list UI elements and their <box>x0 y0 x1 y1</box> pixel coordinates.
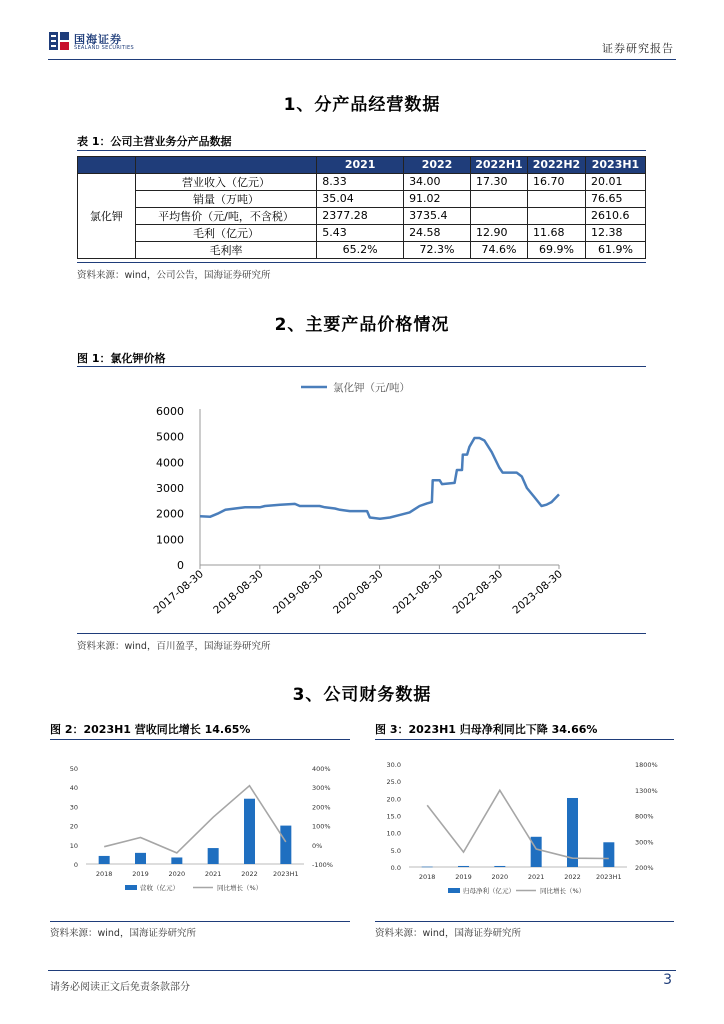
y-tick-label: 5.0 <box>390 846 401 855</box>
caption-underline <box>375 739 674 740</box>
x-tick-label: 2021 <box>527 873 545 881</box>
y-tick-label: 0.0 <box>390 864 401 872</box>
y2-tick-label: -100% <box>312 861 333 869</box>
section-title-2: 2、主要产品价格情况 <box>274 315 450 335</box>
table-bottom-rule <box>77 262 646 263</box>
figure1-source-note: 资料来源：wind，百川盈孚，国海证券研究所 <box>77 641 271 652</box>
x-tick-label: 2022 <box>564 873 581 881</box>
table-header-col: 2022H1 <box>470 157 527 174</box>
y2-tick-label: 100% <box>312 822 331 831</box>
x-tick-label: 2020 <box>168 870 186 878</box>
table-cell <box>470 190 527 207</box>
table-cell: 72.3% <box>404 241 471 258</box>
table-cell: 12.90 <box>470 224 527 241</box>
table-cell: 61.9% <box>585 241 645 258</box>
revenue-bar <box>280 826 291 864</box>
revenue-bar <box>458 866 469 867</box>
x-tick-label: 2021 <box>204 870 222 878</box>
revenue-bar <box>603 842 614 867</box>
table-cell: 76.65 <box>585 190 645 207</box>
x-tick-label: 2019 <box>455 873 472 881</box>
table-source-note: 资料来源：wind，公司公告，国海证券研究所 <box>77 270 271 281</box>
figure3-bottom-rule <box>375 921 674 922</box>
table-row <box>78 241 646 258</box>
x-tick-label: 2018 <box>95 870 113 878</box>
table-cell: 91.02 <box>404 190 471 207</box>
x-tick-label: 2017-08-30 <box>151 568 206 617</box>
table-header-col: 2022H2 <box>527 157 585 174</box>
table-cell: 2377.28 <box>317 207 404 224</box>
figure2-bottom-rule <box>50 921 350 922</box>
potassium-chloride-price-chart <box>77 367 646 633</box>
product-name-cell: 氯化钾 <box>78 173 136 258</box>
table-cell: 35.04 <box>317 190 404 207</box>
x-tick-label: 2020-08-30 <box>331 568 386 617</box>
revenue-bar <box>135 853 146 864</box>
revenue-bar <box>244 799 255 864</box>
y2-tick-label: 1800% <box>635 761 658 769</box>
table-row <box>78 190 646 207</box>
y-tick-label: 6000 <box>156 405 184 418</box>
y2-tick-label: 1300% <box>635 786 658 795</box>
x-tick-label: 2022 <box>241 870 258 878</box>
table-cell <box>527 190 585 207</box>
table-row <box>78 173 646 190</box>
table-cell: 8.33 <box>317 173 404 190</box>
y2-tick-label: 300% <box>312 784 331 793</box>
legend-label: 氯化钾（元/吨） <box>333 382 411 394</box>
table-cell: 69.9% <box>527 241 585 258</box>
legend-label: 同比增长（%） <box>217 884 263 892</box>
y-tick-label: 25.0 <box>386 778 401 787</box>
report-type-label: 证券研究报告 <box>602 42 674 55</box>
footer-disclaimer: 请务必阅读正文后免责条款部分 <box>50 982 190 993</box>
row-label: 毛利（亿元） <box>135 224 316 241</box>
revenue-bar <box>494 866 505 867</box>
y-tick-label: 0 <box>73 861 78 869</box>
y-tick-label: 0 <box>177 559 184 572</box>
y2-tick-label: 200% <box>312 803 331 812</box>
y-tick-label: 40 <box>69 784 78 793</box>
figure2-source-note: 资料来源：wind，国海证券研究所 <box>50 928 196 939</box>
y-tick-label: 4000 <box>156 456 184 470</box>
caption-underline <box>77 150 646 151</box>
y2-tick-label: 300% <box>635 838 654 847</box>
table-cell: 3735.4 <box>404 207 471 224</box>
x-tick-label: 2023H1 <box>273 870 299 878</box>
y-tick-label: 20.0 <box>386 795 401 804</box>
sealand-logo-icon <box>48 30 70 52</box>
caption-underline <box>50 739 350 740</box>
table-cell: 2610.6 <box>585 207 645 224</box>
price-series-line <box>200 438 559 519</box>
table-header-col: 2021 <box>317 157 404 174</box>
y2-tick-label: 800% <box>635 812 654 821</box>
table-cell: 65.2% <box>317 241 404 258</box>
table-header-empty <box>78 157 136 174</box>
y-tick-label: 2000 <box>156 507 184 521</box>
table-header-col: 2023H1 <box>585 157 645 174</box>
footer-rule <box>48 970 676 971</box>
growth-series-line <box>104 786 286 853</box>
y-tick-label: 10 <box>69 841 78 850</box>
table-cell: 11.68 <box>527 224 585 241</box>
x-tick-label: 2022-08-30 <box>450 568 506 617</box>
y-tick-label: 5000 <box>156 430 184 444</box>
x-tick-label: 2023H1 <box>596 873 622 881</box>
table-cell: 17.30 <box>470 173 527 190</box>
x-tick-label: 2018 <box>418 873 436 881</box>
page-header <box>48 28 676 60</box>
y2-tick-label: 200% <box>635 864 654 872</box>
table-cell: 12.38 <box>585 224 645 241</box>
table-header-empty <box>135 157 316 174</box>
logo-chinese-name: 国海证券 <box>74 33 122 46</box>
y-tick-label: 3000 <box>156 482 184 495</box>
section-title-1: 1、分产品经营数据 <box>283 95 441 115</box>
table-cell <box>470 207 527 224</box>
revenue-bar <box>422 867 433 868</box>
revenue-bar <box>171 857 182 864</box>
legend-label: 归母净利（亿元） <box>463 887 515 895</box>
y-tick-label: 30 <box>69 803 78 812</box>
table-header-row <box>78 157 646 174</box>
table-header-col: 2022 <box>404 157 471 174</box>
growth-series-line <box>427 790 609 858</box>
y2-tick-label: 400% <box>312 765 331 773</box>
section-title-3: 3、公司财务数据 <box>292 685 432 705</box>
revenue-growth-chart <box>50 752 350 902</box>
table-row <box>78 224 646 241</box>
figure3-source-note: 资料来源：wind，国海证券研究所 <box>375 928 521 939</box>
y2-tick-label: 0% <box>312 841 323 850</box>
y-tick-label: 10.0 <box>386 829 401 838</box>
table-cell: 5.43 <box>317 224 404 241</box>
row-label: 营业收入（亿元） <box>135 173 316 190</box>
legend-label: 营收（亿元） <box>140 884 179 892</box>
y-tick-label: 15.0 <box>386 812 401 821</box>
page-number: 3 <box>663 972 672 988</box>
row-label: 平均售价（元/吨，不含税） <box>135 207 316 224</box>
figure3-caption: 图 3：2023H1 归母净利同比下降 34.66% <box>375 723 598 736</box>
x-tick-label: 2019 <box>132 870 149 878</box>
table-cell <box>527 207 585 224</box>
y-tick-label: 50 <box>69 765 78 773</box>
legend-swatch-bar <box>448 888 460 893</box>
figure2-caption: 图 2：2023H1 营收同比增长 14.65% <box>50 723 251 736</box>
row-label: 毛利率 <box>135 241 316 258</box>
table-caption: 表 1：公司主营业务分产品数据 <box>77 135 232 148</box>
logo-english-name: SEALAND SECURITIES <box>74 45 134 51</box>
table-cell: 74.6% <box>470 241 527 258</box>
x-tick-label: 2019-08-30 <box>271 568 326 617</box>
x-tick-label: 2023-08-30 <box>510 568 565 617</box>
table-cell: 16.70 <box>527 173 585 190</box>
revenue-bar <box>99 856 110 864</box>
table-cell: 24.58 <box>404 224 471 241</box>
revenue-bar <box>208 848 219 864</box>
product-data-table <box>77 156 646 259</box>
x-tick-label: 2020 <box>491 873 509 881</box>
legend-swatch-bar <box>125 885 137 890</box>
legend-label: 同比增长（%） <box>540 887 586 895</box>
table-cell: 34.00 <box>404 173 471 190</box>
figure1-caption: 图 1：氯化钾价格 <box>77 352 166 365</box>
y-tick-label: 30.0 <box>386 761 401 769</box>
company-logo <box>48 30 158 56</box>
table-cell: 20.01 <box>585 173 645 190</box>
row-label: 销量（万吨） <box>135 190 316 207</box>
net-profit-growth-chart <box>375 752 674 902</box>
table-row <box>78 207 646 224</box>
x-tick-label: 2021-08-30 <box>390 568 446 617</box>
y-tick-label: 20 <box>69 822 78 831</box>
figure1-bottom-rule <box>77 633 646 634</box>
y-tick-label: 1000 <box>156 533 184 547</box>
x-tick-label: 2018-08-30 <box>211 568 266 617</box>
